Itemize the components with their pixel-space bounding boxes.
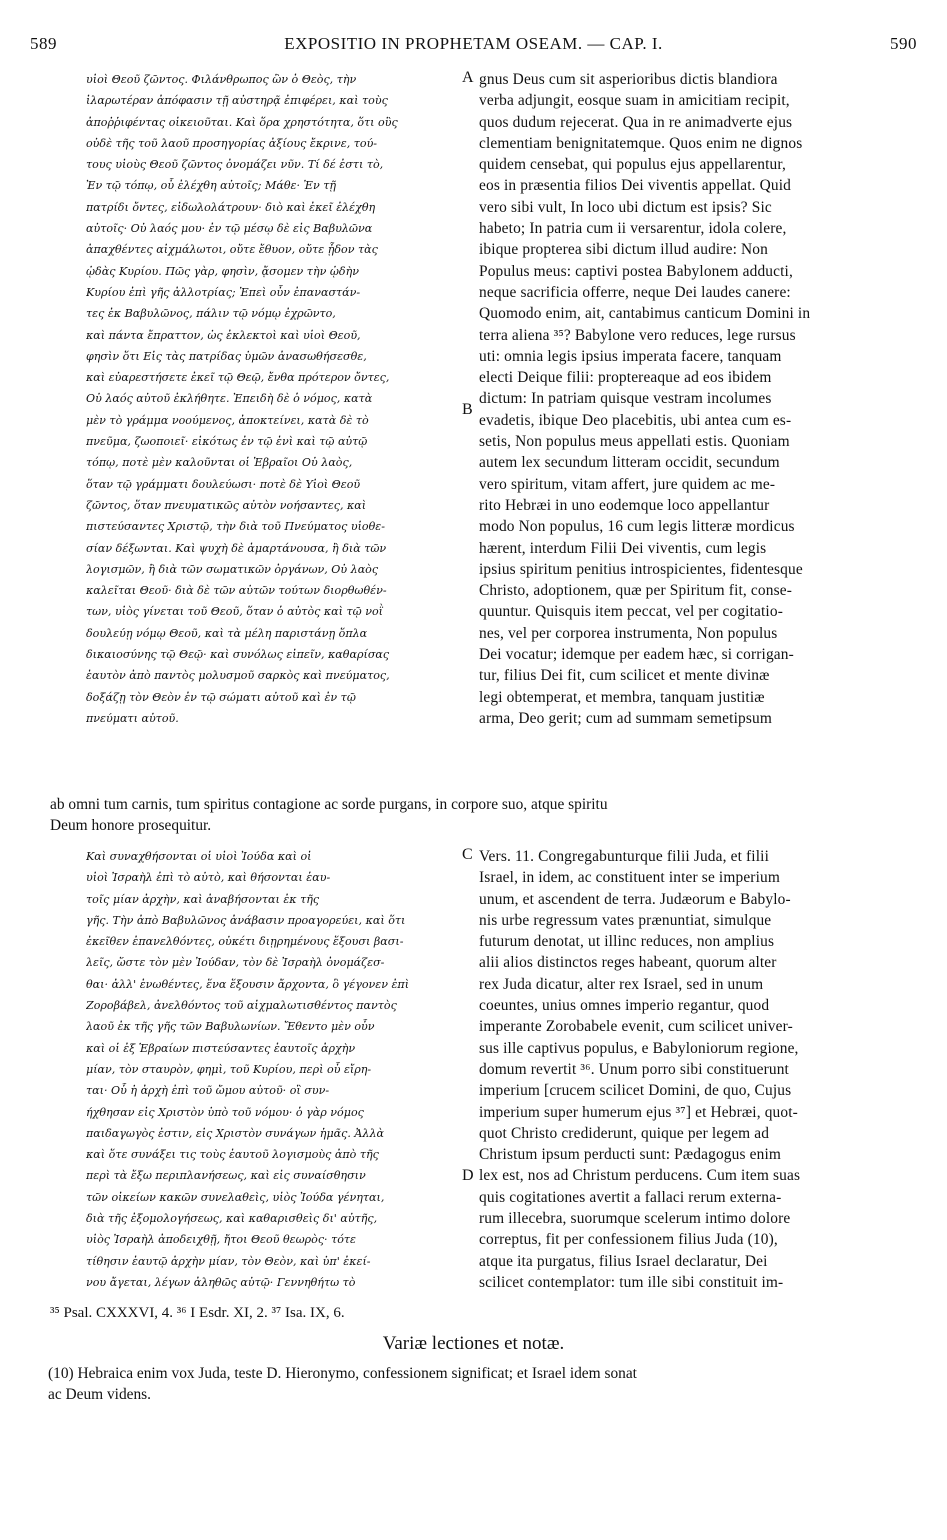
page-title: EXPOSITIO IN PROPHETAM OSEAM. — CAP. I. bbox=[284, 34, 663, 53]
greek-text-line: ᾠδὰς Κυρίου. Πῶς γὰρ, φησὶν, ᾄσομεν τὴν ᾠδὴν bbox=[86, 264, 359, 278]
greek-text-line: λεῖς, ὥστε τὸν μὲν Ἰούδαν, τὸν δὲ Ἰσραὴλ ὀνομάζεσ- bbox=[86, 956, 385, 970]
margin-marker-a: A bbox=[462, 69, 474, 86]
latin-text-line: scilicet contemplator: tum ille sibi constituit im- bbox=[479, 1273, 784, 1291]
greek-text-line: Κυρίου ἐπὶ γῆς ἀλλοτρίας; Ἐπεὶ οὖν ἐπαναστάν- bbox=[86, 285, 361, 299]
latin-text-line: Vers. 11. Congregabunturque filii Juda, et filii bbox=[479, 848, 770, 865]
latin-text-line: quuntur. Quisquis item peccat, vel per cogitatio- bbox=[479, 603, 783, 621]
latin-text-line: vero spiritum, vitam affert, jure quidem ac me- bbox=[479, 475, 776, 493]
greek-text-line: λαοῦ ἐκ τῆς γῆς τῶν Βαβυλωνίων. Ἔθεντο μὲν οὖν bbox=[86, 1020, 375, 1034]
latin-text-line: Populus meus: captivi postea Babylonem adducti, bbox=[479, 262, 793, 280]
greek-text-line: αὐτοῖς· Οὐ λαός μου· ἐν τῷ μέσῳ δὲ εἰς Βαβυλῶνα bbox=[86, 222, 373, 236]
page-number-right: 590 bbox=[890, 34, 917, 53]
greek-text-line: οὐδὲ τῆς τοῦ λαοῦ προσηγορίας ἀξίους ἔκρινε, τού- bbox=[86, 136, 378, 150]
latin-text-line: correptus, fit per confessionem filius Juda (10), bbox=[479, 1231, 778, 1249]
greek-text-line: φησὶν ὅτι Εἰς τὰς πατρίδας ὑμῶν ἀνασωθήσεσθε, bbox=[86, 349, 367, 363]
latin-text-line: ipsius spiritum penitius introspicientes, fidentesque bbox=[479, 560, 803, 578]
greek-text-line: Οὐ λαός αὐτοῦ ἐκλήθητε. Ἐπειδὴ δὲ ὁ νόμος, κατὰ bbox=[86, 392, 373, 406]
latin-text-line: setis, Non populus meus appellati estis. Quoniam bbox=[479, 433, 790, 451]
latin-text-line: neque sacrificia offerre, neque Dei laudes canere: bbox=[479, 283, 791, 301]
latin-text-line: evadetis, ibique Deo placebitis, ubi antea cum es- bbox=[479, 411, 792, 429]
latin-text-line: quot Christo crediderunt, quique per legem ad bbox=[479, 1124, 770, 1142]
latin-text-line: quis cogitationes avertit a fallaci rerum externa- bbox=[479, 1188, 782, 1206]
note-text-line: ac Deum videns. bbox=[48, 1386, 152, 1404]
greek-text-line: ήχθησαν εἰς Χριστὸν ὑπὸ τοῦ νόμου· ὁ γὰρ νόμος bbox=[86, 1105, 364, 1119]
greek-text-line: διὰ τῆς ἐξομολογήσεως, καὶ καθαρισθεὶς δι' αὐτῆς, bbox=[86, 1212, 378, 1226]
latin-text-line: hærent, interdum Filii Dei viventis, cum legis bbox=[479, 539, 767, 557]
greek-text-line: πνεύματι αὐτοῦ. bbox=[86, 711, 179, 725]
note-text-line: (10) Hebraica enim vox Juda, teste D. Hieronymo, confessionem significat; et Israel idem sonat bbox=[48, 1365, 637, 1382]
full-width-text bbox=[50, 794, 917, 837]
latin-column-top bbox=[479, 69, 919, 729]
latin-text-line: legi obtemperat, et membra, tanquam justitiæ bbox=[479, 688, 765, 706]
greek-text-line: καὶ οἱ ἐξ Ἑβραίων πιστεύσαντες ἑαυτοῖς ἀρχὴν bbox=[86, 1041, 356, 1055]
greek-text-line: τες ἐκ Βαβυλῶνος, πάλιν τῷ νόμῳ ἐχρῶντο, bbox=[86, 307, 336, 321]
latin-text-line: quidem censebat, qui populus ejus appellarentur, bbox=[479, 156, 787, 174]
latin-text-line: clementiam benignitatemque. Quos enim ne dignos bbox=[479, 134, 803, 152]
latin-text-line: coeuntes, unius omnes imperio regantur, quod bbox=[479, 997, 770, 1015]
greek-text-line: ζῶντος, ὅταν πνευματικῶς αὐτὸν νοήσαντες, καὶ bbox=[86, 498, 367, 512]
full-width-text-line: ab omni tum carnis, tum spiritus contagione ac sorde purgans, in corpore suo, atque spiritu bbox=[50, 796, 608, 813]
latin-text-line: verba adjungit, eosque suam in amicitiam recipit, bbox=[479, 92, 790, 110]
greek-text-line: θαι· ἀλλ' ἑνωθέντες, ἕνα ἕξουσιν ἄρχοντα, ὃ γέγονεν ἐπὶ bbox=[86, 977, 410, 991]
latin-text-line: modo Non populus, 16 cum legis litteræ mordicus bbox=[479, 518, 795, 536]
greek-text-line: καὶ πάντα ἔπραττον, ὡς ἐκλεκτοὶ καὶ υἱοὶ Θεοῦ, bbox=[86, 328, 361, 342]
greek-text-line: ἀποῤῥιφέντας οἰκειοῦται. Καὶ ὅρα χρηστότητα, ὅτι οὓς bbox=[86, 115, 398, 129]
greek-text-line: σίαν δέξωνται. Καὶ ψυχὴ δὲ ἁμαρτάνουσα, ἢ διὰ τῶν bbox=[86, 541, 387, 555]
greek-text-line: νου ἄγεται, λέγων ἀληθῶς αὐτῷ· Γεννηθήτω τὸ bbox=[86, 1275, 356, 1289]
greek-text-line: ἀπαχθέντες αἰχμάλωτοι, οὔτε ἔθυον, οὔτε ᾖδον τὰς bbox=[86, 243, 378, 257]
greek-text-line: υἱὸς Ἰσραὴλ ἀποδειχθῇ, ἤτοι Θεοῦ θεωρὸς· τότε bbox=[86, 1233, 357, 1247]
greek-text-line: Καὶ συναχθήσονται οἱ υἱοὶ Ἰούδα καὶ οἱ bbox=[86, 850, 312, 863]
greek-text-line: πατρίδι ὄντες, εἰδωλολάτρουν· διὸ καὶ ἐκεῖ ἐλέχθη bbox=[86, 200, 376, 214]
latin-text-line: nes, vel per corporea instrumenta, Non populus bbox=[479, 624, 778, 642]
greek-column-bottom bbox=[86, 846, 458, 1293]
greek-text-line: υἱοὶ Θεοῦ ζῶντος. Φιλάνθρωπος ὢν ὁ Θεὸς, τὴν bbox=[86, 73, 357, 86]
greek-text-line: πιστεύσαντες Χριστῷ, τὴν διὰ τοῦ Πνεύματος υἱοθε- bbox=[86, 520, 385, 534]
latin-text-line: habeto; In patria cum ii versarentur, idola colere, bbox=[479, 220, 787, 238]
latin-text-line: nis urbe regressum vates prænuntiat, simulque bbox=[479, 911, 772, 929]
greek-text-line: λογισμῶν, ἢ διὰ τῶν σωματικῶν ὀργάνων, Οὐ λαὸς bbox=[86, 562, 379, 576]
latin-text-line: Christo, adoptionem, quæ per Spiritum fit, conse- bbox=[479, 582, 792, 600]
latin-text-line: terra aliena ³⁵? Babylone vero reduces, lege rursus bbox=[479, 326, 796, 344]
latin-text-line: unum, et ascendent de terra. Judæorum e Babylo- bbox=[479, 890, 791, 908]
greek-text-line: ἑαυτὸν ἀπὸ παντὸς μολυσμοῦ σαρκὸς καὶ πνεύματος, bbox=[86, 669, 390, 683]
greek-text-line: μίαν, τὸν σταυρὸν, φημὶ, τοῦ Κυρίου, περὶ οὗ εἴρη- bbox=[86, 1062, 372, 1076]
greek-text-line: γῆς. Τὴν ἀπὸ Βαβυλῶνος ἀνάβασιν προαγορεύει, καὶ ὅτι bbox=[86, 913, 406, 927]
greek-text-line: τόπῳ, ποτὲ μὲν καλοῦνται οἱ Ἑβραῖοι Οὐ λαὸς, bbox=[86, 456, 353, 470]
latin-text-line: Israel, in idem, ac constituent inter se imperium bbox=[479, 869, 780, 887]
greek-text-line: μὲν τὸ γράμμα νοούμενος, ἀποκτείνει, κατὰ δὲ τὸ bbox=[86, 413, 369, 427]
latin-text-line: lex est, nos ad Christum perducens. Cum item suas bbox=[479, 1167, 801, 1185]
latin-text-line: quos dudum rejecerat. Qua in re animadverte ejus bbox=[479, 113, 793, 131]
margin-marker-c: C bbox=[462, 846, 473, 863]
latin-text-line: autem lex secundum litteram occidit, secundum bbox=[479, 454, 780, 472]
latin-text-line: atque ita purgatus, filius Israel declaratur, Dei bbox=[479, 1252, 768, 1270]
greek-text-line: υἱοὶ Ἰσραὴλ ἐπὶ τὸ αὐτὸ, καὶ θήσονται ἑαυ- bbox=[86, 871, 331, 885]
greek-text-line: Ζοροβάβελ, ἀνελθόντος τοῦ αἰχμαλωτισθέντος παντὸς bbox=[86, 999, 397, 1013]
greek-text-line: δοξάζῃ τὸν Θεὸν ἐν τῷ σώματι αὐτοῦ καὶ ἐν τῷ bbox=[86, 690, 356, 704]
latin-text-line: Dei vocatur; idemque per eadem hæc, si corrigan- bbox=[479, 646, 794, 664]
latin-text-line: imperium [crucem scilicet Domini, de quo, Cujus bbox=[479, 1082, 792, 1100]
latin-text-line: imperante Zorobabele evenit, cum scilicet univer- bbox=[479, 1018, 793, 1036]
latin-text-line: dictum: In patriam quisque vestram incolumes bbox=[479, 390, 772, 408]
latin-text-line: tur, filius Dei fit, cum scilicet et mente divinæ bbox=[479, 667, 770, 685]
latin-text-line: vero sibi vult, In loco ubi dictum est ipsis? Sic bbox=[479, 198, 772, 216]
latin-text-line: gnus Deus cum sit asperioribus dictis blandiora bbox=[479, 71, 778, 88]
running-header bbox=[30, 34, 917, 60]
latin-text-line: rito Hebræi in uno eodemque loco appellantur bbox=[479, 496, 770, 514]
latin-text-line: eos in præsentia filios Dei viventis appellat. Quid bbox=[479, 177, 791, 195]
greek-text-line: πνεῦμα, ζωοποιεῖ· εἰκότως ἐν τῷ ἑνὶ καὶ τῷ αὐτῷ bbox=[86, 435, 368, 449]
greek-text-line: τίθησιν ἑαυτῷ ἀρχὴν μίαν, τὸν Θεὸν, καὶ ὑπ' ἐκεί- bbox=[86, 1254, 371, 1268]
greek-text-line: τους υἱοὺς Θεοῦ ζῶντος ὀνομάζει νῦν. Τί δέ ἐστι τὸ, bbox=[86, 158, 384, 172]
footnotes: ³⁵ Psal. CXXXVI, 4. ³⁶ I Esdr. XI, 2. ³⁷ Isa. IX, 6. bbox=[50, 1305, 345, 1321]
latin-text-line: domum revertit ³⁶. Unum porro sibi constituerunt bbox=[479, 1060, 789, 1078]
greek-text-line: παιδαγωγὸς ἐστιν, εἰς Χριστὸν συνάγων ἡμᾶς. Ἀλλὰ bbox=[86, 1126, 384, 1140]
greek-text-line: καὶ εὐαρεστήσετε ἐκεῖ τῷ Θεῷ, ἔνθα πρότερον ὄντες, bbox=[86, 371, 390, 385]
critical-note bbox=[48, 1364, 915, 1407]
latin-text-line: uti: omnia legis ipsius imperata facere, tanquam bbox=[479, 347, 782, 365]
greek-text-line: δικαιοσύνης τῷ Θεῷ· καὶ συνόλως εἰπεῖν, καθαρίσας bbox=[86, 648, 390, 662]
margin-marker-b: B bbox=[462, 401, 473, 418]
greek-text-line: των, υἱὸς γίνεται τοῦ Θεοῦ, ὅταν ὁ αὐτὸς καὶ τῷ νοῒ bbox=[86, 605, 383, 619]
page-number-left: 589 bbox=[30, 34, 57, 53]
greek-text-line: ται· Οὗ ἡ ἀρχὴ ἐπὶ τοῦ ὤμου αὐτοῦ· οἳ συν- bbox=[86, 1084, 330, 1098]
full-width-text-line: Deum honore prosequitur. bbox=[50, 817, 212, 835]
greek-text-line: δουλεύῃ νόμῳ Θεοῦ, καὶ τὰ μέλη παριστάνῃ ὅπλα bbox=[86, 626, 368, 640]
greek-text-line: τοῖς μίαν ἀρχὴν, καὶ ἀναβήσονται ἐκ τῆς bbox=[86, 892, 320, 906]
latin-text-line: Quomodo enim, ait, cantabimus canticum Domini in bbox=[479, 305, 811, 323]
latin-text-line: imperium super humerum ejus ³⁷] et Hebræi, quot- bbox=[479, 1103, 798, 1121]
variae-lectiones-heading: Variæ lectiones et notæ. bbox=[382, 1333, 565, 1354]
latin-text-line: ibique propterea sibi dictum illud audire: Non bbox=[479, 241, 768, 259]
greek-text-line: τῶν οἰκείων κακῶν συνελαθεὶς, υἱὸς Ἰούδα γένηται, bbox=[86, 1190, 385, 1204]
latin-text-line: electi Deique filii: proptereaque ad eos ibidem bbox=[479, 369, 772, 387]
latin-text-line: rum illecebra, suorumque scelerum intimo dolore bbox=[479, 1210, 791, 1228]
greek-text-line: καὶ ὅτε συνάξει τις τοὺς ἑαυτοῦ λογισμοὺς ἀπὸ τῆς bbox=[86, 1148, 379, 1162]
margin-marker-d: D bbox=[462, 1167, 474, 1184]
greek-text-line: ἐκεῖθεν ἐπανελθόντες, οὐκέτι διῃρημένους ἕξουσι βασι- bbox=[86, 935, 404, 949]
latin-text-line: Christum ipsum perducti sunt: Pædagogus enim bbox=[479, 1146, 782, 1164]
greek-text-line: περὶ τὰ ἔξω περιπλανήσεως, καὶ εἰς συναίσθησιν bbox=[86, 1169, 366, 1183]
latin-text-line: sus ille captivus populus, e Babyloniorum regione, bbox=[479, 1039, 799, 1057]
latin-text-line: alii alios distinctos reges habeant, quorum alter bbox=[479, 954, 777, 972]
latin-column-bottom bbox=[479, 846, 919, 1293]
latin-text-line: arma, Deo gerit; cum ad summam semetipsum bbox=[479, 709, 772, 727]
greek-text-line: ἱλαρωτέραν ἀπόφασιν τῇ αὐστηρᾷ ἐπιφέρει, καὶ τοὺς bbox=[86, 94, 388, 108]
latin-text-line: futurum denotat, ut illinc reduces, non amplius bbox=[479, 933, 775, 951]
latin-text-line: rex Juda dicatur, alter rex Israel, sed in unum bbox=[479, 975, 764, 993]
greek-text-line: Ἐν τῷ τόπῳ, οὗ ἐλέχθη αὐτοῖς; Μάθε· Ἐν τῇ bbox=[86, 179, 337, 193]
greek-text-line: ὅταν τῷ γράμματι δουλεύωσι· ποτὲ δὲ Υἱοὶ Θεοῦ bbox=[86, 477, 361, 491]
greek-text-line: καλεῖται Θεοῦ· διὰ δὲ τῶν αὐτῶν τούτων διορθωθέν- bbox=[86, 584, 387, 598]
greek-column-top bbox=[86, 69, 458, 729]
